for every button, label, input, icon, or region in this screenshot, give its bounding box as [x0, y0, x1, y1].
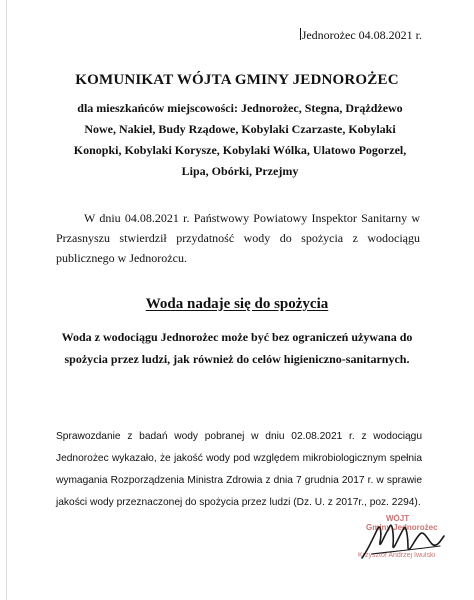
stamp-name: Krzysztof Andrzej Iwulski: [358, 552, 436, 559]
date-text: Jednorożec 04.08.2021 r.: [301, 28, 422, 42]
document-title: KOMUNIKAT WÓJTA GMINY JEDNOROŻEC: [75, 72, 399, 88]
date-line: [300, 28, 422, 43]
text-cursor: [300, 28, 301, 40]
intro-paragraph: W dniu 04.08.2021 r. Państwowy Powiatowy Inspektor Sanitarny w Przasnyszu stwierdził przydatność wody do spożycia z wodociągu publicznego w Jednorożcu.: [56, 211, 420, 265]
handwritten-signature: [354, 506, 450, 568]
signature-stroke: [362, 525, 444, 558]
subheadline: Woda z wodociągu Jednorożec może być bez ograniczeń używana do spożycia przez ludzi, jak również do celów higieniczno-sanitarnych.: [61, 330, 413, 366]
report-paragraph: Sprawozdanie z badań wody pobranej w dniu 02.08.2021 r. z wodociągu Jednorożec wykazało, że jakość wody pod względem mikrobiologicznym spełnia wymagania Rozporządzenia Ministra Zdrowia z dnia 7 grudnia 2017 r. w sprawie jakości wody przeznaczonej do spożycia przez ludzi (Dz. U. z 2017r., poz. 2294).: [56, 431, 422, 508]
stamp-office: Gminy Jednorożec: [366, 523, 438, 532]
headline: Woda nadaje się do spożycia: [145, 296, 329, 312]
stamp-title: WÓJT: [386, 514, 410, 523]
signature-underline: [372, 546, 440, 554]
recipients-paragraph: dla mieszkańców miejscowości: Jednorożec, Stegna, Drążdżewo Nowe, Nakieł, Budy Rządowe, Kobylaki Czarzaste, Kobylaki Konopki, Kobylaki Korysze, Kobylaki Wólka, Ulatowo Pogorzel, Lipa, Obórki, Przejmy: [73, 101, 407, 178]
